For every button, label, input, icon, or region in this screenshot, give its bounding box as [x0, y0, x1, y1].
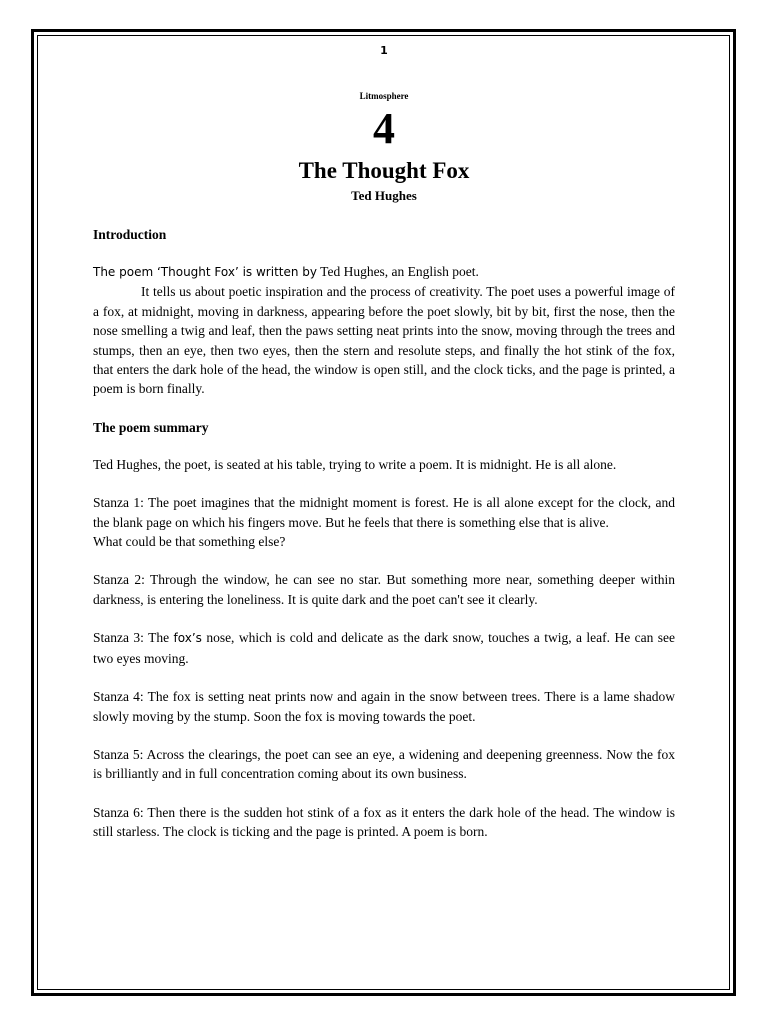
introduction-first-line [93, 262, 675, 282]
chapter-number: 4 [373, 104, 395, 153]
stanza-3 [93, 628, 675, 668]
poem-author: Ted Hughes [351, 188, 417, 203]
stanza-1: Stanza 1: The poet imagines that the midnight moment is forest. He is all alone except for the clock, and the blank page on which his fingers move. But he feels that there is something else that is alive. [93, 495, 675, 530]
section-label: Litmosphere [359, 91, 409, 101]
stanza-3-suffix: nose, which is cold and delicate as the dark snow, touches a twig, a leaf. He can see two eyes moving. [93, 630, 676, 666]
page-content [93, 40, 675, 842]
stanza-3-word: fox’s [173, 631, 202, 646]
introduction-heading: Introduction [93, 227, 167, 242]
page-number: 1 [380, 44, 388, 57]
stanza-3-prefix: Stanza 3: The [93, 630, 174, 646]
summary-heading: The poem summary [93, 419, 209, 435]
poem-title: The Thought Fox [298, 158, 470, 183]
introduction-first-line-suffix: Ted Hughes, an English poet. [317, 264, 479, 279]
stanza-4: Stanza 4: The fox is setting neat prints now and again in the snow between trees. There is a lame shadow slowly moving by the stump. Soon the fox is moving towards the poet. [93, 689, 675, 724]
introduction-body: It tells us about poetic inspiration and the process of creativity. The poet uses a powerful image of a fox, at midnight, moving in darkness, appearing before the poet slowly, bit by bit, first the nose, then the nose smelling a twig and leaf, then the paws setting neat prints into the snow, moving through the trees and stumps, then an eye, then two eyes, then the stern and resolute steps, and finally the hot stink of the fox, that enters the dark hole of the head, the window is open still, and the clock ticks, and the page is printed, a poem is born finally. [93, 284, 675, 397]
introduction-first-line-prefix: The poem ‘Thought Fox’ is written by [93, 265, 318, 279]
stanza-6: Stanza 6: Then there is the sudden hot stink of a fox as it enters the dark hole of the head. The window is still starless. The clock is ticking and the page is printed. A poem is born. [93, 804, 675, 840]
stanza-1-question: What could be that something else? [93, 534, 286, 550]
summary-opening: Ted Hughes, the poet, is seated at his table, trying to write a poem. It is midnight. He is all alone. [93, 456, 617, 472]
stanza-2: Stanza 2: Through the window, he can see no star. But something more near, something deeper within darkness, is entering the loneliness. It is quite dark and the poet can't see it clearly. [93, 572, 675, 607]
stanza-5: Stanza 5: Across the clearings, the poet can see an eye, a widening and deepening greenness. Now the fox is brilliantly and in full concentration coming about its own business. [93, 746, 675, 782]
